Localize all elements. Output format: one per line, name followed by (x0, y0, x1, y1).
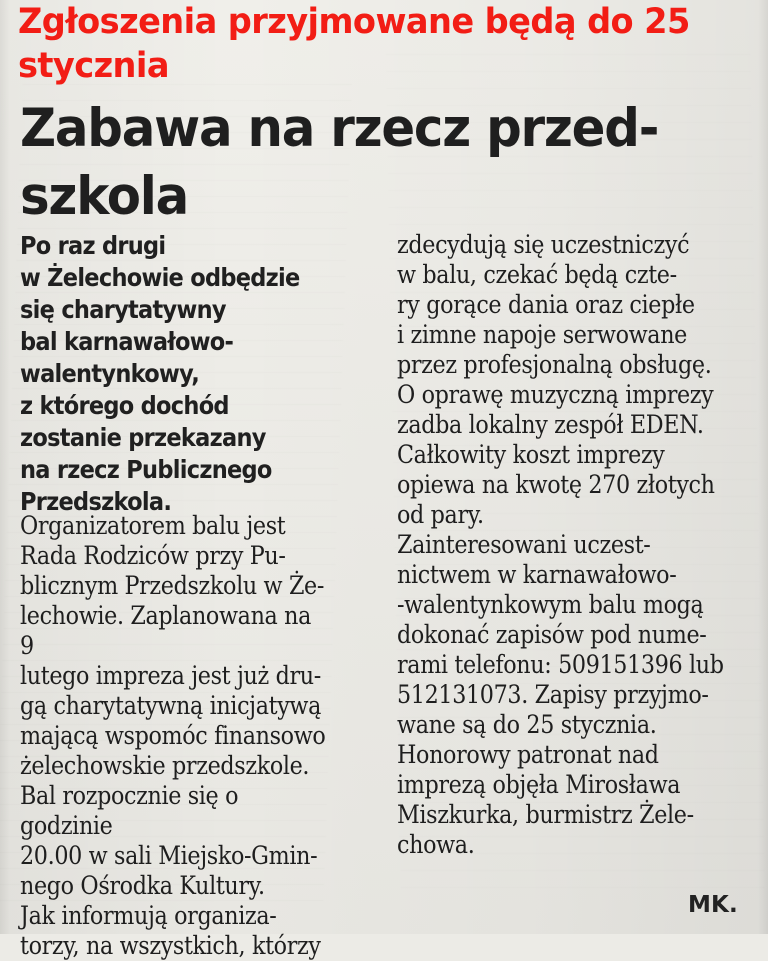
left-page-shadow (0, 0, 10, 934)
article-body-right-column: zdecydują się uczestniczyć w balu, czekać będą czte- ry gorące dania oraz ciepłe i zimne napoje serwowane przez profesjonalną obsługę. O oprawę muzyczną imprezy zadba lokalny zespół EDEN. Całkowity koszt imprezy opiewa na kwotę 270 złotych od pary. Zainteresowani uczest- nictwem w karnawałowo- -walentynkowym balu mogą dokonać zapisów pod nume- rami telefonu: 509151396 lub 512131073. Zapisy przyjmo- wane są do 25 stycznia. Honorowy patronat nad imprezą objęła Mirosława Miszkurka, burmistrz Żele- chowa. (397, 230, 724, 859)
article-body-left-column: Organizatorem balu jest Rada Rodziców przy Pu- blicznym Przedszkolu w Że- lechowie. Zaplanowana na 9 lutego impreza jest już dru- gą charytatywną inicjatywą mającą wspomóc finansowo żelechowskie przedszkole. Bal rozpocznie się o godzinie 20.00 w sali Miejsko-Gmin- nego Ośrodka Kultury. Jak informują organiza- torzy, na wszystkich, którzy (20, 511, 326, 960)
right-page-shadow (758, 0, 768, 934)
article-headline: Zabawa na rzecz przed- szkola (20, 98, 659, 227)
article-byline: MK. (687, 892, 738, 918)
article-lead: Po raz drugi w Żelechowie odbędzie się charytatywny bal karnawałowo- walentynkowy, z którego dochód zostanie przekazany na rzecz Publicznego Przedszkola. (20, 231, 300, 516)
article-kicker: Zgłoszenia przyjmowane będą do 25 stycznia (18, 2, 690, 86)
